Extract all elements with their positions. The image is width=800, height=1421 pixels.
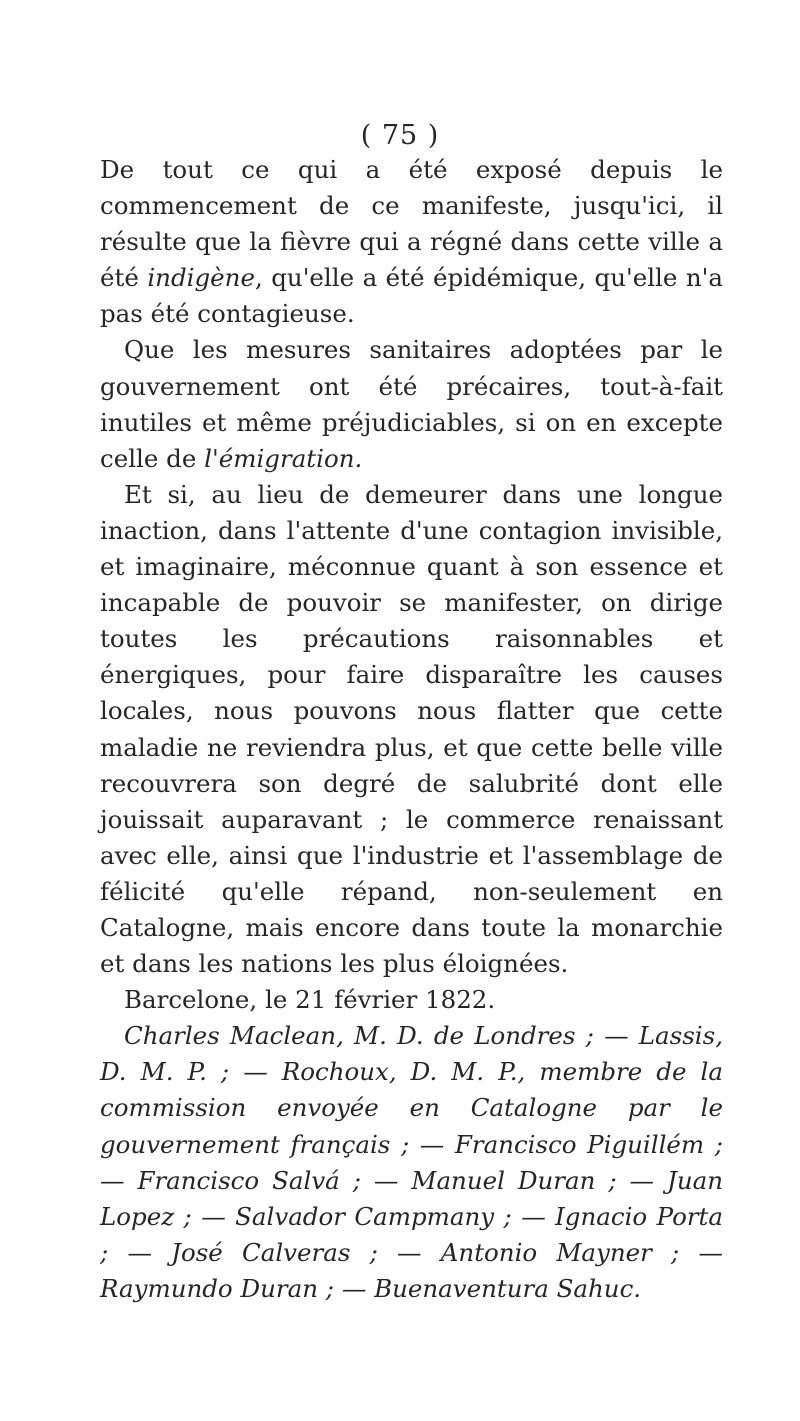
signatures: Charles Maclean, M. D. de Londres ; — Lassis, D. M. P. ; — Rochoux, D. M. P., membre de la commission envoyée en Catalogne par le gouvernement français ; — Francisco Piguillém ; — Francisco Salvá ; — Manuel Duran ; — Juan Lopez ; — Salvador Campmany ; — Ignacio Porta ; — José Calveras ; — Antonio Mayner ; — Raymundo Duran ; — Buenaventura Sahuc. [100,1021,723,1303]
paragraph-conclusion-tail: , qu'elle a été épidémique, qu'elle n'a pas été contagieuse. [100,263,723,329]
paragraph-conclusion-text: De tout ce qui a été exposé depuis le commencement de ce manifeste, jusqu'ici, il résulte que la fièvre qui a régné dans cette ville a été [100,155,723,293]
page-number: ( 75 ) [360,120,440,151]
paragraph-sanitary-emphasis: l'émigration. [204,443,363,473]
paragraph-conclusion [100,152,723,332]
paragraph-recommendation [100,477,723,982]
paragraph-sanitary-text: Que les mesures sanitaires adoptées par le gouvernement ont été précaires, tout-à-fait inutiles et même préjudiciables, si on en excepte celle de [100,335,723,473]
date-line: Barcelone, le 21 février 1822. [124,985,496,1015]
paragraph-recommendation-text: Et si, au lieu de demeurer dans une longue inaction, dans l'attente d'une contagion invisible, et imaginaire, méconnue quant à son essence et incapable de pouvoir se manifester, on dirige toutes les précautions raisonnables et énergiques, pour faire disparaître les causes locales, nous pouvons nous flatter que cette maladie ne reviendra plus, et que cette belle ville recouvrera son degré de salubrité dont elle jouissait auparavant ; le commerce renaissant avec elle, ainsi que l'industrie et l'assemblage de félicité qu'elle répand, non-seulement en Catalogne, mais encore dans toute la monarchie et dans les nations les plus éloignées. [100,479,723,979]
page-body [100,152,723,1307]
paragraph-conclusion-emphasis: indigène [147,263,255,293]
paragraph-sanitary-measures [100,332,723,476]
